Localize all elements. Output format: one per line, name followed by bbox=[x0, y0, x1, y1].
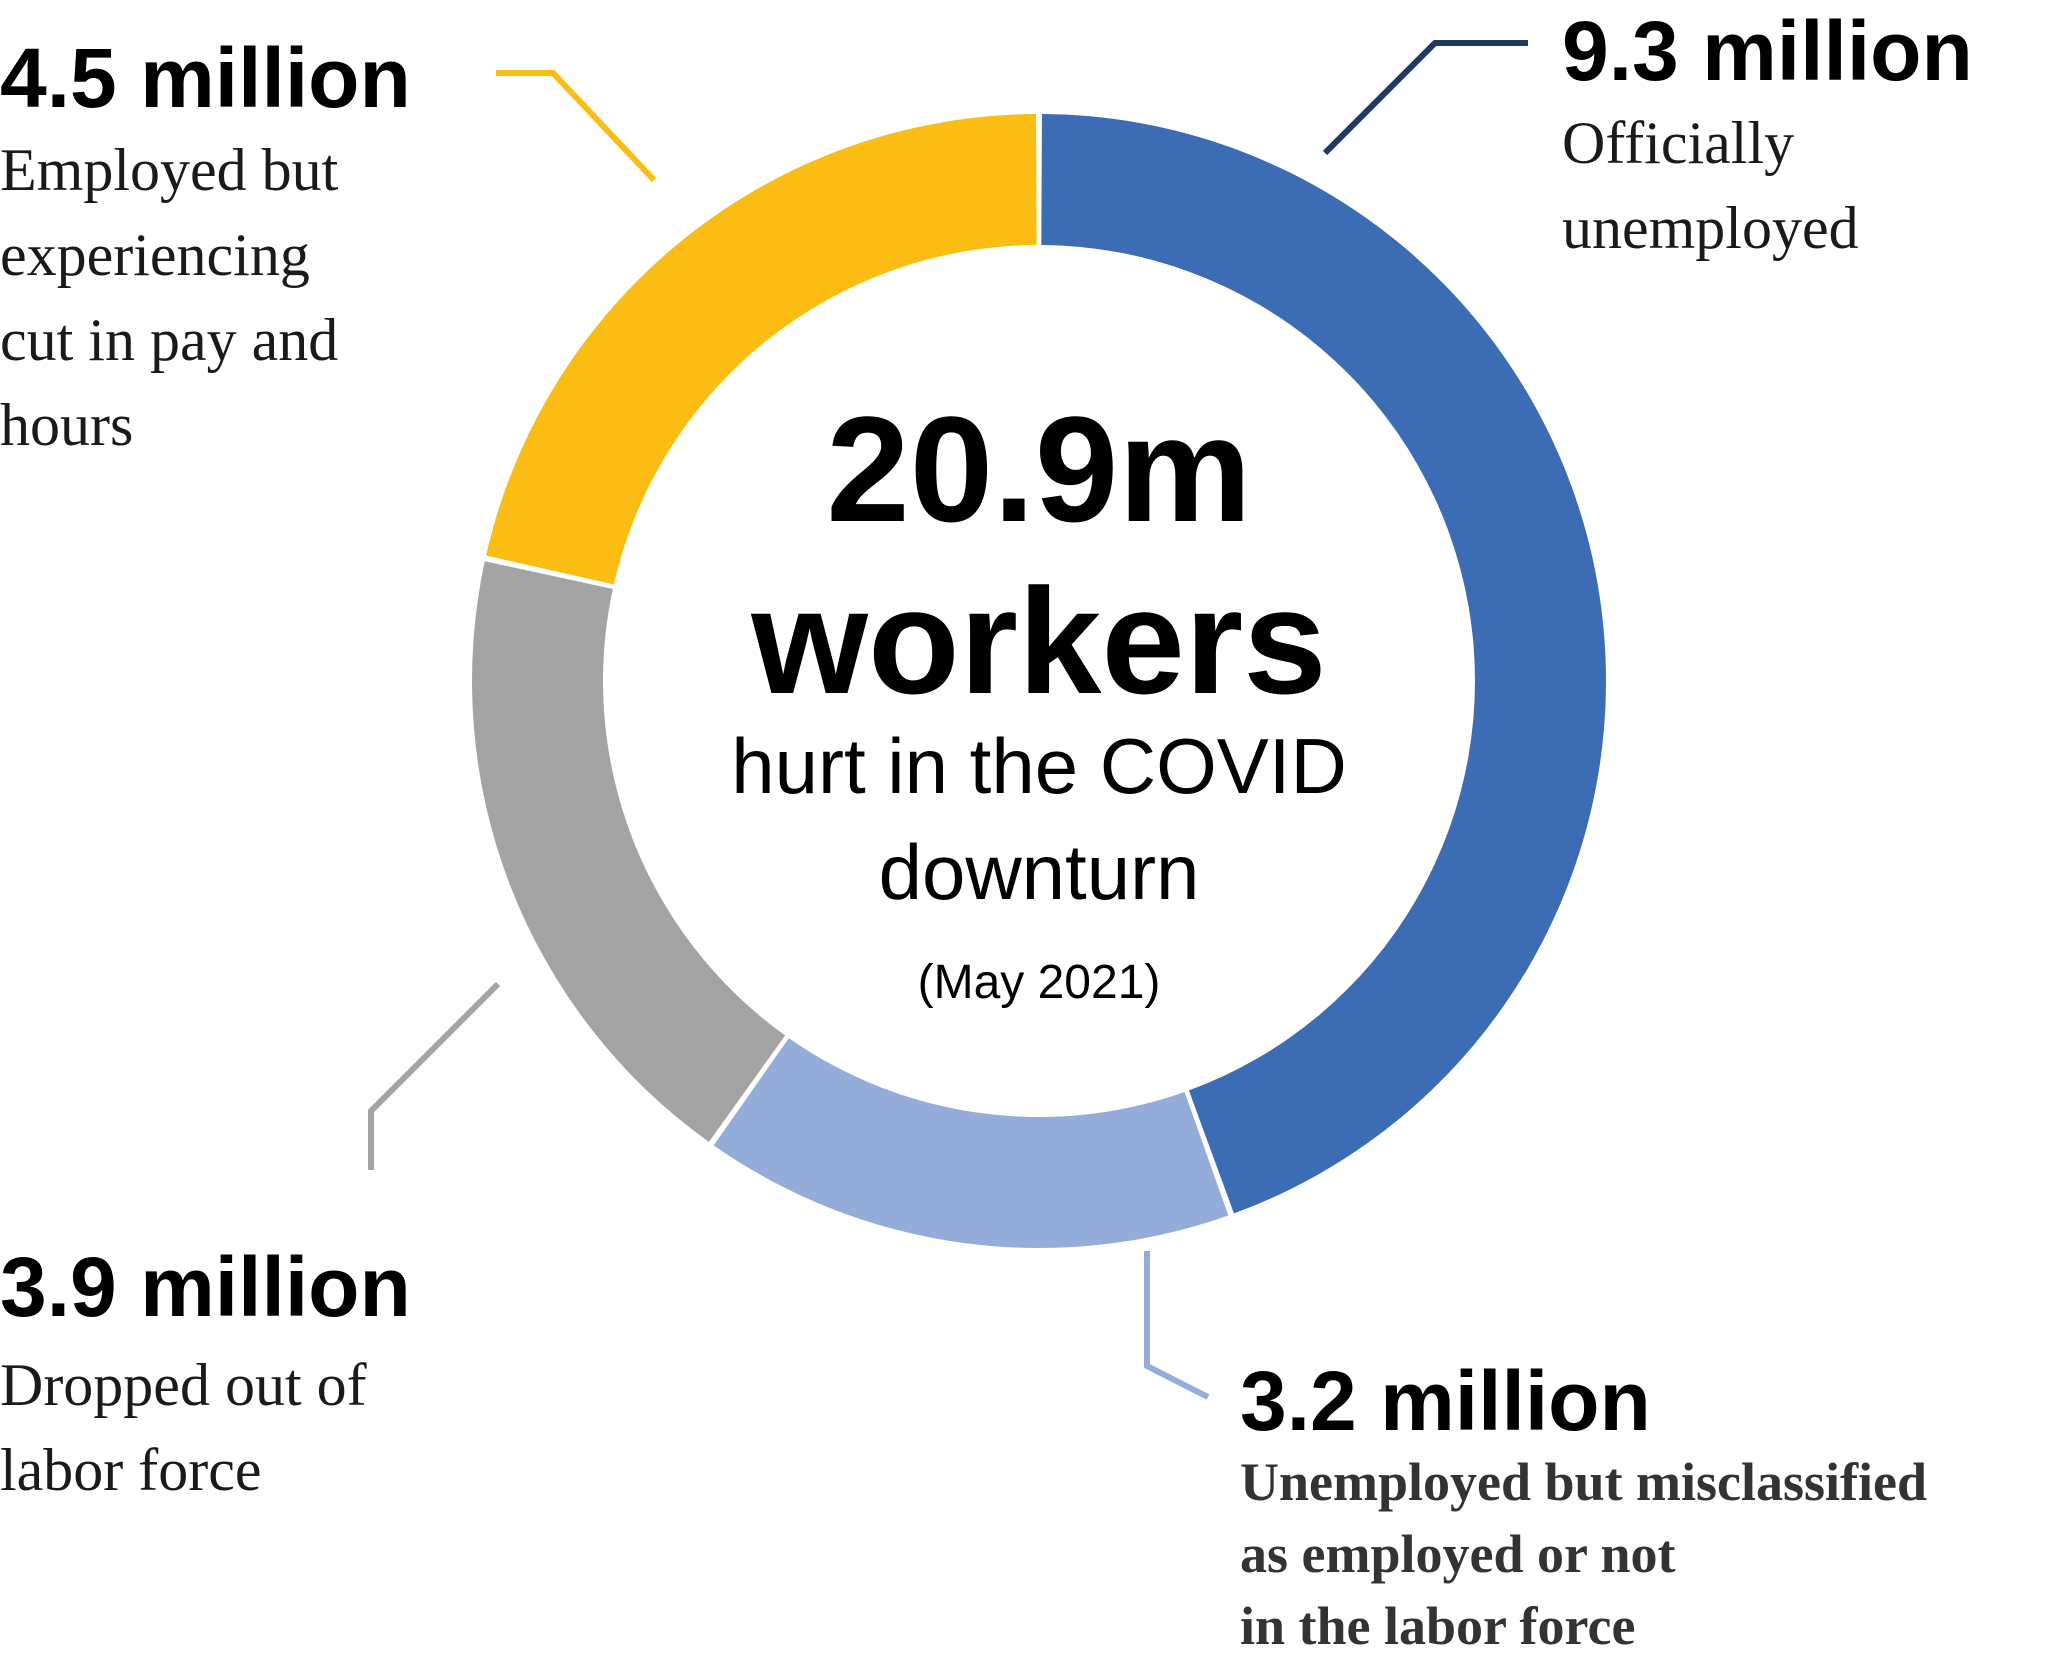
label-value-misclassified: 3.2 million bbox=[1240, 1354, 1651, 1448]
center-subtitle-line2: downturn bbox=[878, 828, 1200, 916]
label-desc-pay-cut-3: cut in pay and bbox=[0, 307, 339, 373]
center-headline-workers: workers bbox=[751, 557, 1327, 725]
leader-line-dropped-out bbox=[371, 984, 498, 1170]
center-headline: 20.9m bbox=[826, 385, 1252, 553]
label-desc-misclassified-3: in the labor force bbox=[1240, 1596, 1636, 1656]
label-desc-dropped-out-2: labor force bbox=[0, 1437, 262, 1503]
label-desc-misclassified-2: as employed or not bbox=[1240, 1524, 1676, 1584]
leader-line-officially-unemployed bbox=[1325, 43, 1528, 153]
label-desc-pay-cut-4: hours bbox=[0, 392, 134, 458]
label-desc-dropped-out-1: Dropped out of bbox=[0, 1352, 367, 1418]
label-desc-pay-cut-1: Employed but bbox=[0, 137, 339, 203]
label-value-officially-unemployed: 9.3 million bbox=[1562, 4, 1973, 98]
slice-dropped-out bbox=[472, 561, 785, 1142]
center-date: (May 2021) bbox=[917, 956, 1161, 1009]
center-subtitle-line1: hurt in the COVID bbox=[731, 722, 1347, 810]
label-desc-pay-cut-2: experiencing bbox=[0, 222, 310, 288]
label-desc-misclassified-1: Unemployed but misclassified bbox=[1240, 1452, 1928, 1512]
leader-line-pay-cut bbox=[496, 73, 654, 180]
label-desc-officially-unemployed-2: unemployed bbox=[1562, 195, 1859, 261]
label-value-pay-cut: 4.5 million bbox=[0, 31, 411, 125]
label-desc-officially-unemployed-1: Officially bbox=[1562, 110, 1795, 176]
label-value-dropped-out: 3.9 million bbox=[0, 1240, 411, 1334]
slice-misclassified bbox=[714, 1038, 1229, 1248]
leader-line-misclassified bbox=[1147, 1251, 1208, 1397]
